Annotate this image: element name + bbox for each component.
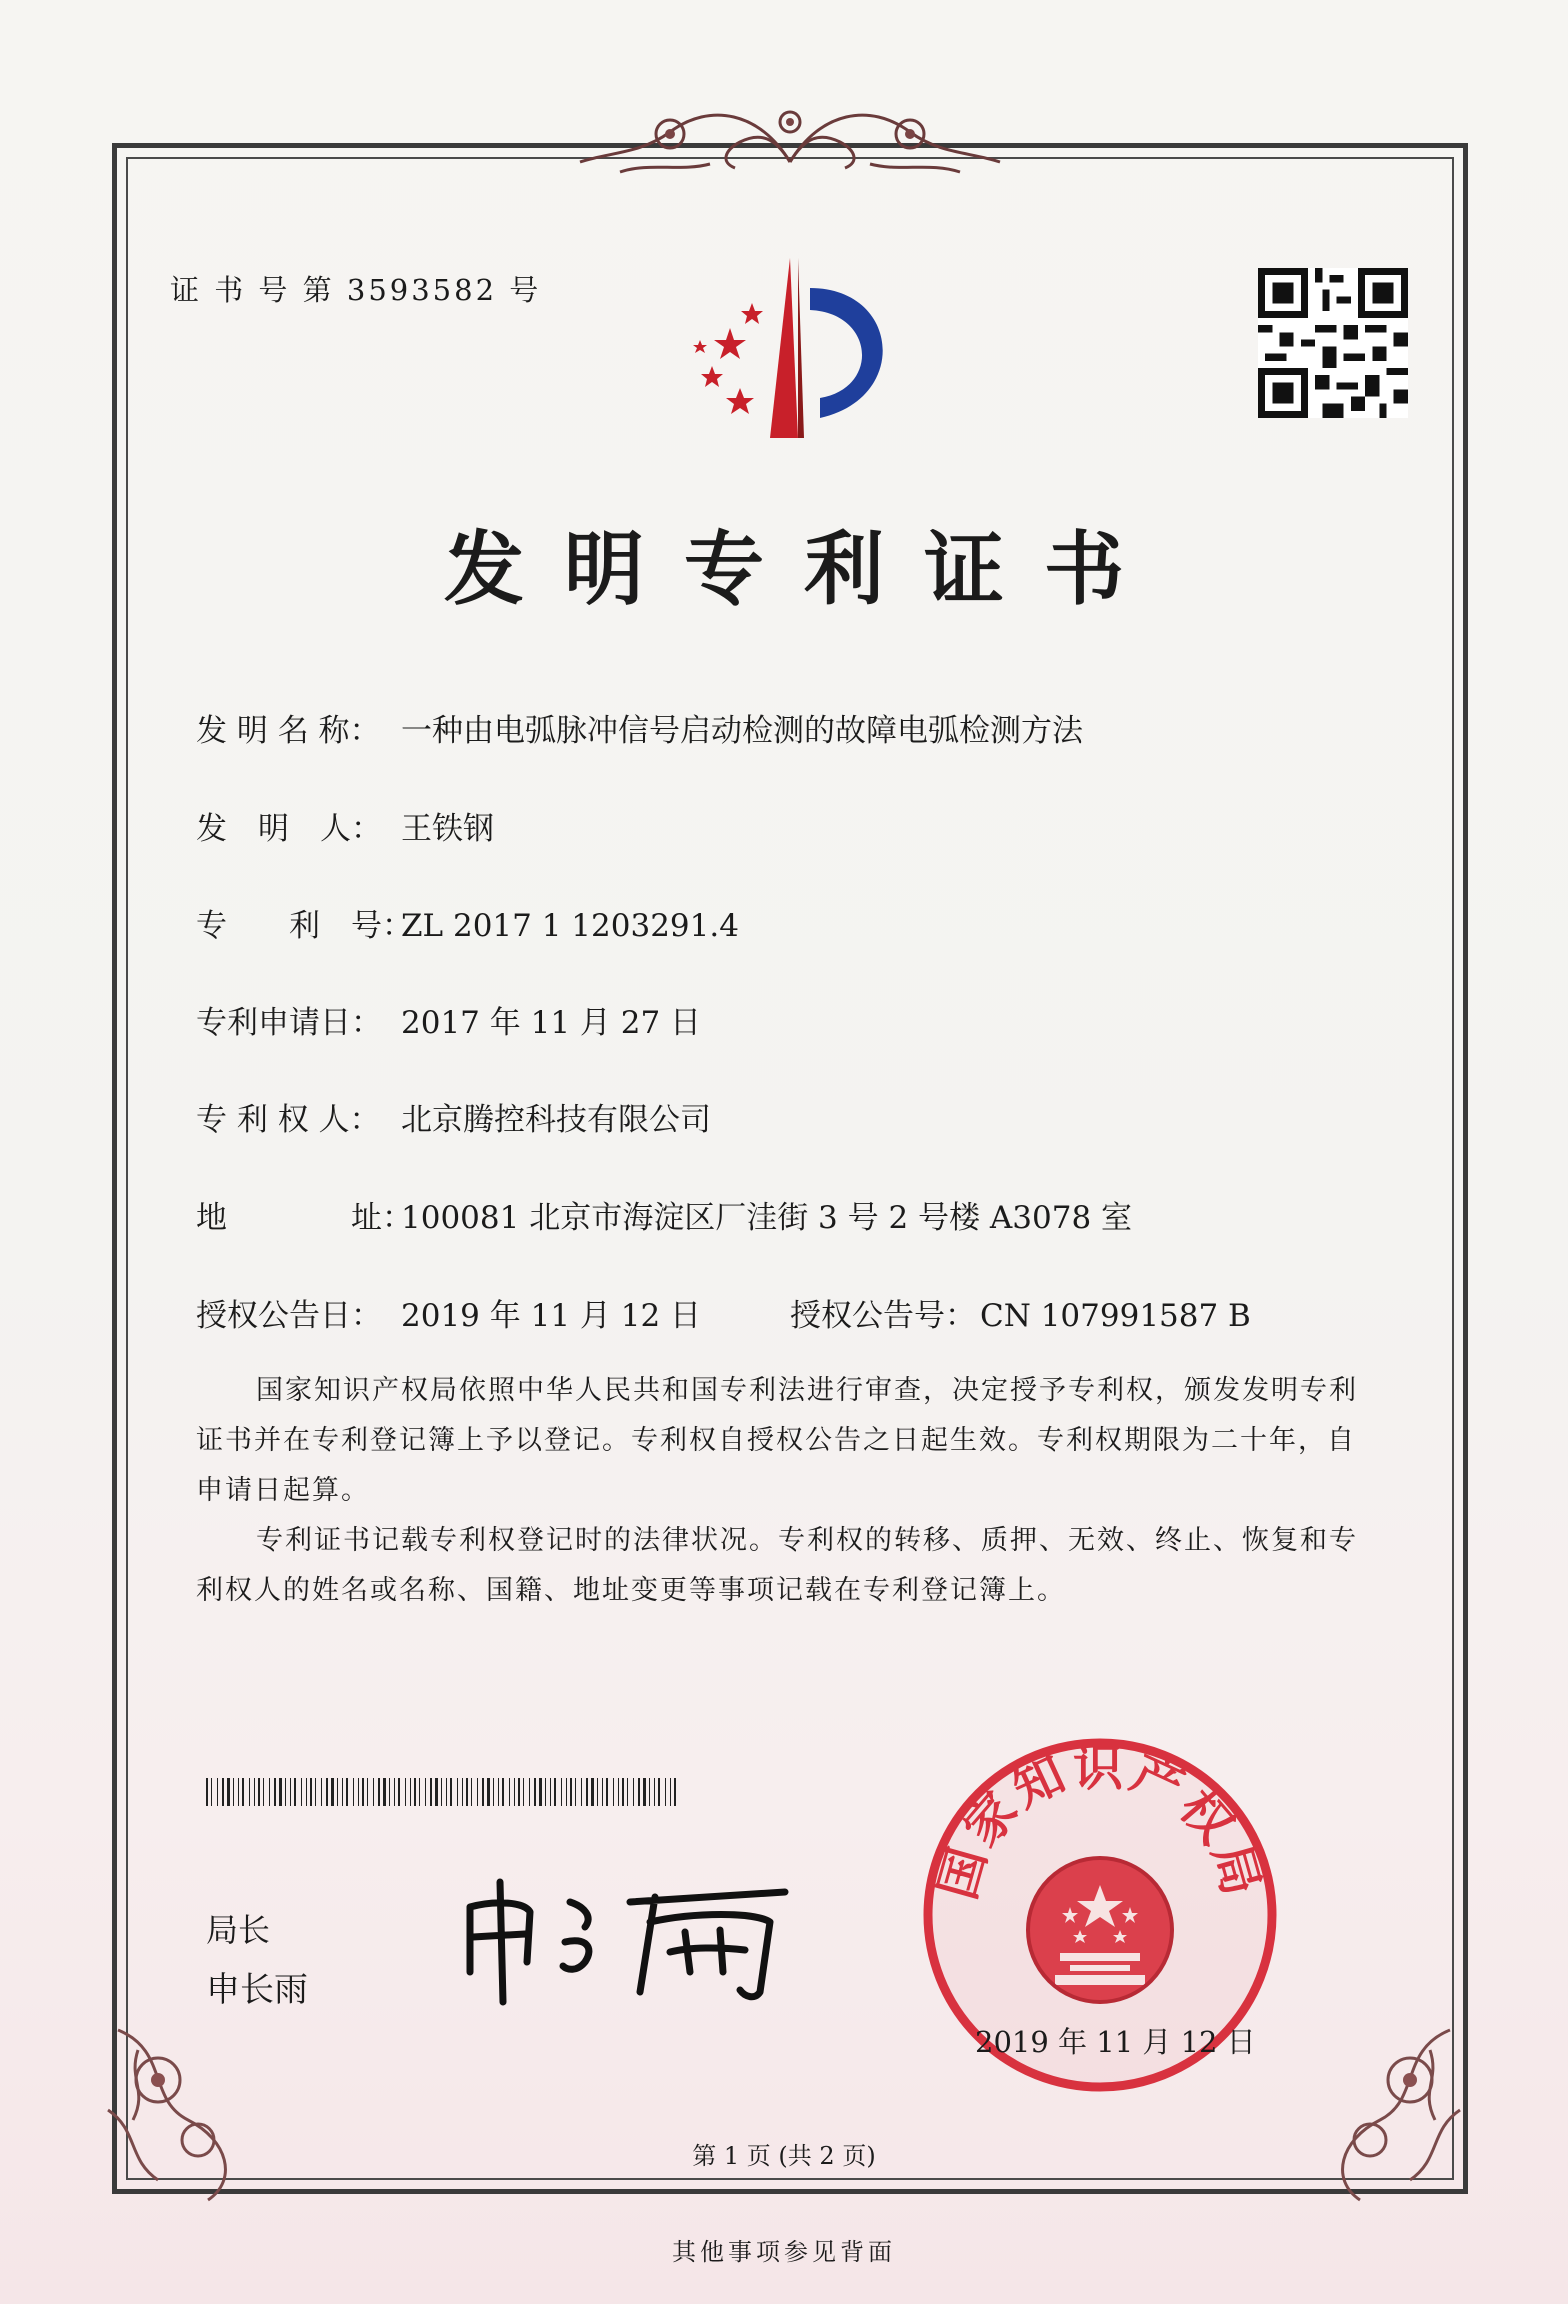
grant-date-label: 授权公告日：	[196, 1298, 382, 1334]
field-grant-date	[196, 1290, 701, 1335]
field-address	[196, 1192, 1132, 1237]
page-indicator: 第 1 页 (共 2 页)	[692, 2142, 876, 2170]
address-label: 地 址：	[196, 1200, 413, 1236]
invention-name-label: 发 明 名 称：	[196, 713, 381, 749]
seal-text: 国家知识产权局	[928, 1739, 1272, 1906]
patent-number-label: 专 利 号：	[196, 908, 413, 944]
invention-name-value: 一种由电弧脉冲信号启动检测的故障电弧检测方法	[401, 713, 1083, 749]
paragraph-grant-statement: 国家知识产权局依照中华人民共和国专利法进行审查，决定授予专利权，颁发发明专利证书并在专利登记簿上予以登记。专利权自授权公告之日起生效。专利权期限为二十年，自申请日起算。	[196, 1375, 1358, 1506]
seal-date: 2019 年 11 月 12 日	[975, 2025, 1256, 2059]
field-invention-name	[196, 705, 1083, 750]
qr-code	[1258, 268, 1408, 418]
paragraph-legal-status: 专利证书记载专利权登记时的法律状况。专利权的转移、质押、无效、终止、恢复和专利权人的姓名或名称、国籍、地址变更等事项记载在专利登记簿上。	[196, 1525, 1358, 1606]
patent-number-value: ZL 2017 1 1203291.4	[401, 908, 739, 944]
grant-publication-label: 授权公告号：	[790, 1298, 976, 1334]
patentee-value: 北京腾控科技有限公司	[401, 1102, 711, 1138]
footer-note: 其他事项参见背面	[672, 2238, 896, 2266]
bottom-right-ornament	[1280, 1990, 1480, 2210]
inventor-value: 王铁钢	[401, 811, 494, 847]
filing-date-label: 专利申请日：	[196, 1005, 382, 1041]
patentee-label: 专 利 权 人：	[196, 1102, 381, 1138]
field-patent-number	[196, 900, 739, 945]
barcode	[206, 1778, 676, 1806]
bottom-left-ornament	[88, 1990, 288, 2210]
certificate-number: 证 书 号 第 3593582 号	[170, 273, 542, 307]
signatory-title: 局长	[206, 1911, 271, 1949]
inventor-label: 发 明 人：	[196, 811, 382, 847]
field-filing-date	[196, 997, 701, 1042]
grant-publication-value: CN 107991587 B	[980, 1298, 1251, 1334]
field-grant-publication-number	[790, 1290, 1251, 1335]
field-inventor	[196, 803, 494, 848]
filing-date-value: 2017 年 11 月 27 日	[401, 1005, 702, 1041]
signatory-name: 申长雨	[206, 1970, 308, 2010]
patent-office-logo	[670, 248, 920, 448]
grant-date-value: 2019 年 11 月 12 日	[401, 1298, 702, 1334]
top-ornament	[560, 92, 1020, 188]
certificate-title: 发明专利证书	[444, 522, 1164, 616]
field-patentee	[196, 1094, 711, 1139]
address-value: 100081 北京市海淀区厂洼街 3 号 2 号楼 A3078 室	[401, 1200, 1133, 1236]
handwritten-signature	[455, 1862, 795, 2012]
